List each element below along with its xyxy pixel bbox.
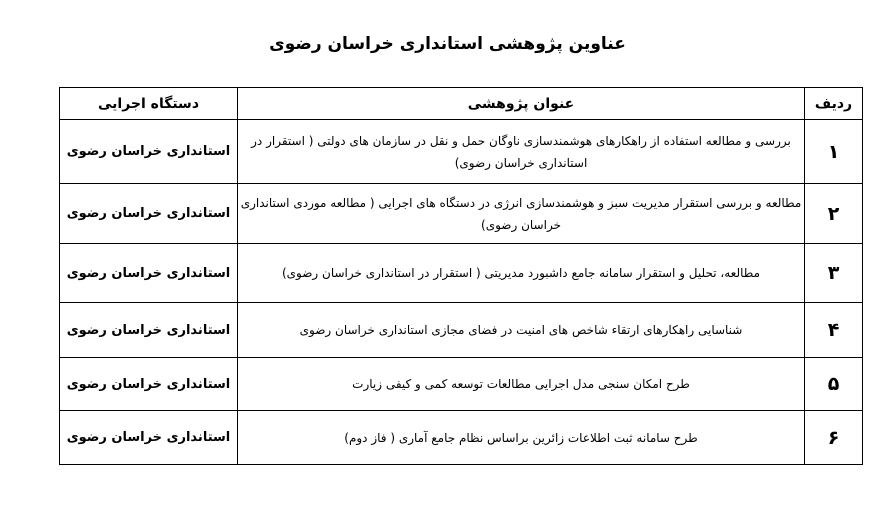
research-title: مطالعه، تحلیل و استقرار سامانه جامع داشبورد مدیریتی ( استقرار در استانداری خراسان رضوی): [238, 244, 805, 303]
executive-agency: استانداری خراسان رضوی: [60, 120, 238, 184]
executive-agency: استانداری خراسان رضوی: [60, 184, 238, 244]
table-row: [60, 303, 863, 358]
research-title: مطالعه و بررسی استقرار مدیریت سبز و هوشمندسازی انرژی در دستگاه های اجرایی ( مطالعه موردی استانداری خراسان رضوی): [238, 184, 805, 244]
research-titles-table: [59, 87, 863, 465]
header-research-title: عنوان پژوهشی: [238, 88, 805, 120]
table-row: [60, 184, 863, 244]
row-number: ۵: [805, 358, 863, 411]
table-row: [60, 411, 863, 465]
page-title: عناوین پژوهشی استانداری خراسان رضوی: [269, 34, 626, 54]
row-number: ۶: [805, 411, 863, 465]
header-executive-agency: دستگاه اجرایی: [60, 88, 238, 120]
executive-agency: استانداری خراسان رضوی: [60, 358, 238, 411]
research-title: طرح سامانه ثبت اطلاعات زائرین براساس نظام جامع آماری ( فاز دوم): [238, 411, 805, 465]
table-row: [60, 358, 863, 411]
research-title: بررسی و مطالعه استفاده از راهکارهای هوشمندسازی ناوگان حمل و نقل در سازمان های دولتی ( استقرار در استانداری خراسان رضوی): [238, 120, 805, 184]
table-row: [60, 244, 863, 303]
executive-agency: استانداری خراسان رضوی: [60, 411, 238, 465]
table-row: [60, 120, 863, 184]
row-number: ۴: [805, 303, 863, 358]
row-number: ۲: [805, 184, 863, 244]
research-title: طرح امکان سنجی مدل اجرایی مطالعات توسعه کمی و کیفی زیارت: [238, 358, 805, 411]
table-header-row: [60, 88, 863, 120]
research-title: شناسایی راهکارهای ارتقاء شاخص های امنیت در فضای مجازی استانداری خراسان رضوی: [238, 303, 805, 358]
executive-agency: استانداری خراسان رضوی: [60, 244, 238, 303]
executive-agency: استانداری خراسان رضوی: [60, 303, 238, 358]
row-number: ۱: [805, 120, 863, 184]
header-row-number: ردیف: [805, 88, 863, 120]
row-number: ۳: [805, 244, 863, 303]
